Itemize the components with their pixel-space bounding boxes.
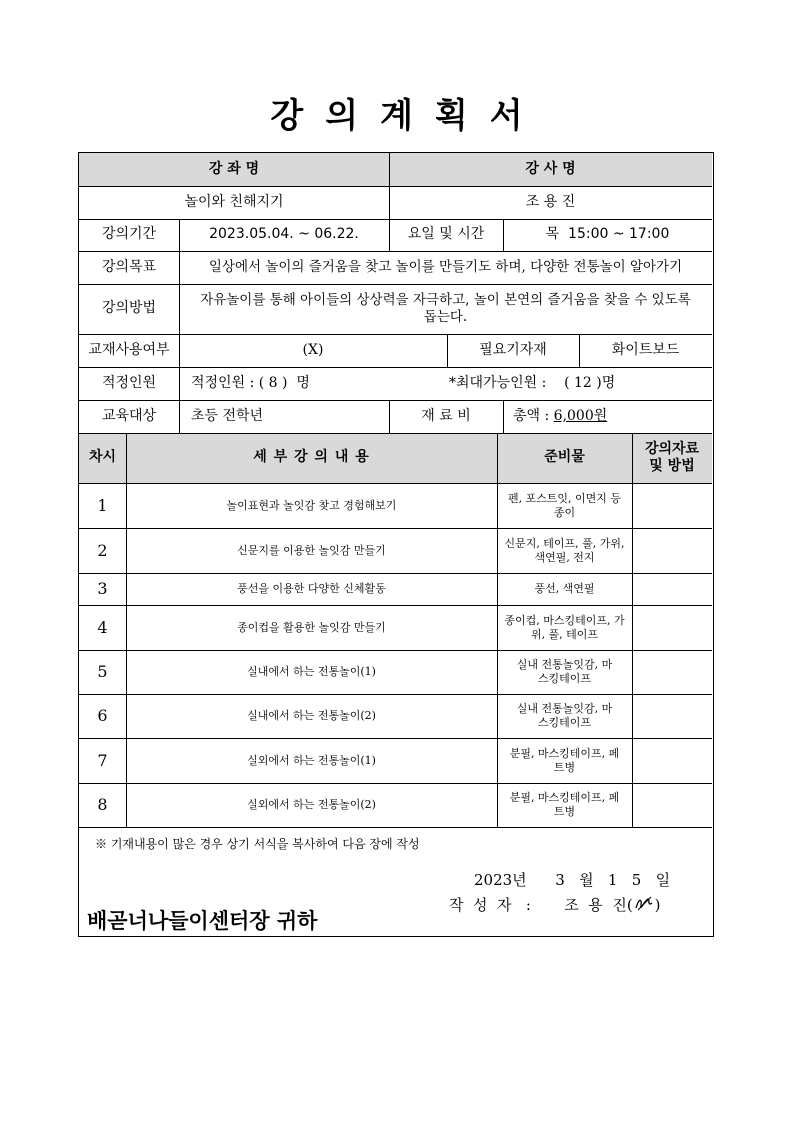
row-8-materials: 분필, 마스킹테이프, 페트병	[509, 791, 620, 818]
row-3-no: 3	[97, 579, 108, 598]
row-7-no: 7	[97, 750, 108, 770]
day-time-value: 목 15:00 ~ 17:00	[545, 226, 670, 243]
session-header: 차시	[88, 449, 117, 466]
fee-value	[503, 400, 712, 433]
signing-date: 2023년 3 월 1 5 일	[474, 871, 671, 889]
row-5-no: 5	[97, 662, 108, 681]
row-6-materials: 실내 전통놀잇감, 마스킹테이프	[516, 702, 613, 729]
row-5-materials: 실내 전통놀잇감, 마스킹테이프	[516, 658, 613, 685]
instructor-label: 강 사 명	[525, 160, 576, 177]
row-7-materials: 분필, 마스킹테이프, 페트병	[509, 746, 620, 774]
goal-value: 일상에서 놀이의 즐거움을 찾고 놀이를 만들기도 하며, 다양한 전통놀이 알아가기	[208, 259, 683, 276]
period-value: 2023.05.04. ~ 06.22.	[209, 226, 359, 243]
footer-note: ※ 기재내용이 많은 경우 상기 서식을 복사하여 다음 장에 작성	[95, 837, 420, 851]
page-title: 강의계획서	[270, 96, 545, 136]
author-line	[449, 894, 661, 915]
period-label: 강의기간	[101, 226, 157, 243]
capacity-value: 적정인원 : ( 8 ) 명	[191, 374, 310, 391]
row-4-materials: 종이컵, 마스킹테이프, 가위, 풀, 테이프	[504, 613, 625, 641]
row-3-content: 풍선을 이용한 다양한 신체활동	[237, 582, 386, 596]
fee-amount: 6,000원	[553, 407, 608, 424]
instructor-name: 조 용 진	[525, 193, 576, 210]
row-7-content: 실외에서 하는 전통놀이(1)	[247, 753, 376, 767]
method-value: 자유놀이를 통해 아이들의 상상력을 자극하고, 놀이 본연의 즐거움을 찾을 수 있도록 돕는다.	[200, 292, 691, 325]
row-2-materials: 신문지, 테이프, 풀, 가위, 색연필, 전지	[504, 536, 625, 564]
row-3-materials: 풍선, 색연필	[534, 582, 595, 596]
equipment-label: 필요기자재	[479, 341, 547, 358]
fee-prefix: 총액 :	[513, 407, 554, 424]
capacity-label: 적정인원	[101, 374, 157, 391]
materials-header: 준비물	[544, 449, 585, 466]
target-label: 교육대상	[101, 407, 157, 424]
textbook-label: 교재사용여부	[88, 341, 170, 358]
row-4-no: 4	[97, 617, 108, 637]
row-5-content: 실내에서 하는 전통놀이(1)	[247, 665, 376, 679]
max-capacity-value: *최대가능인원 : ( 12 )명	[449, 374, 616, 391]
row-1-no: 1	[97, 495, 108, 515]
author-text: 작 성 자 : 조 용 진(	[449, 896, 633, 914]
row-6-content: 실내에서 하는 전통놀이(2)	[247, 709, 376, 723]
row-8-no: 8	[97, 795, 108, 814]
course-name-label: 강 좌 명	[208, 160, 260, 177]
textbook-value: (X)	[302, 341, 324, 358]
goal-label: 강의목표	[101, 258, 157, 275]
row-2-no: 2	[97, 540, 108, 560]
equipment-value: 화이트보드	[611, 341, 680, 358]
day-time-label: 요일 및 시간	[407, 226, 485, 243]
method-label: 강의방법	[101, 300, 157, 317]
course-name: 놀이와 친해지기	[184, 193, 284, 210]
row-4-content: 종이컵을 활용한 놀잇감 만들기	[237, 620, 386, 634]
method-header: 강의자료 및 방법	[644, 440, 700, 474]
row-1-content: 놀이표현과 놀잇감 찾고 경험해보기	[226, 498, 397, 512]
signature-icon	[633, 894, 655, 914]
row-1-materials: 펜, 포스트잇, 이면지 등 종이	[507, 491, 622, 519]
row-8-content: 실외에서 하는 전통놀이(2)	[247, 798, 376, 812]
addressee: 배곧너나들이센터장 귀하	[87, 909, 318, 933]
row-6-no: 6	[97, 706, 108, 725]
content-header: 세 부 강 의 내 용	[253, 449, 370, 466]
lecture-plan-form	[78, 152, 714, 937]
fee-label: 재 료 비	[421, 407, 471, 424]
row-2-content: 신문지를 이용한 놀잇감 만들기	[237, 543, 386, 557]
target-value: 초등 전학년	[191, 407, 264, 424]
author-close: )	[654, 896, 661, 914]
